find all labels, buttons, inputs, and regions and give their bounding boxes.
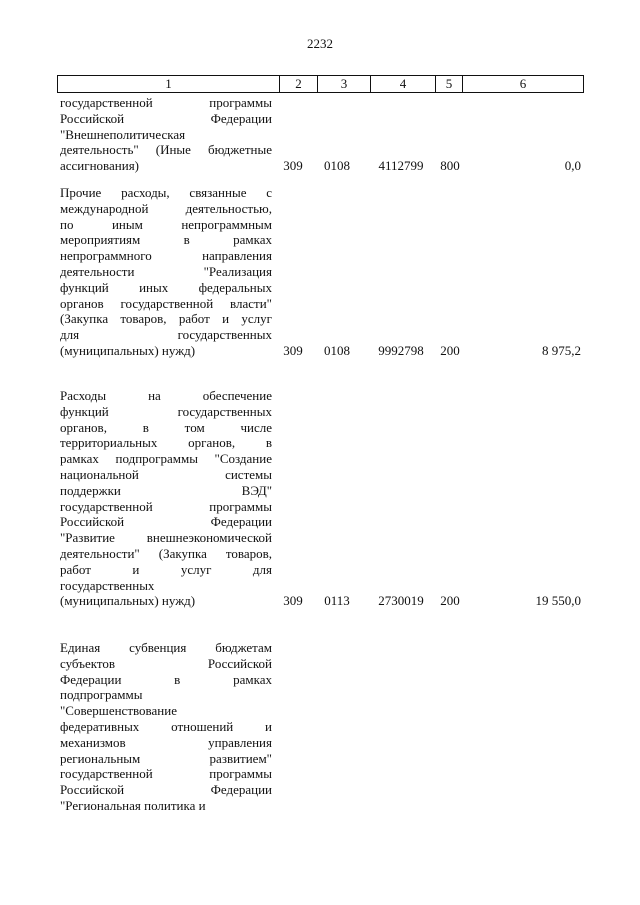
row-description [60,388,272,609]
description-line: механизмов управления [60,734,272,750]
description-line: Прочие расходы, связанные с [60,185,272,200]
cell-c2: 309 [283,593,303,609]
cell-c6: 19 550,0 [535,593,581,609]
row-description [60,640,272,814]
description-line: "Совершенствование [60,703,177,719]
description-line: (Закупка товаров, работ и услуг [60,311,272,327]
description-line: функций государственных [60,403,272,419]
cell-c3: 0108 [324,158,350,174]
cell-c2: 309 [283,158,303,174]
header-col-5: 5 [436,76,463,93]
description-line: Российской Федерации [60,514,272,530]
description-line: (муниципальных) нужд) [60,593,196,609]
description-line: Единая субвенция бюджетам [60,640,272,655]
description-line: территориальных органов, в [60,435,272,451]
header-col-3: 3 [318,76,371,93]
cell-c4: 2730019 [378,593,424,609]
description-line: региональным развитием" [60,750,272,766]
cell-c6: 8 975,2 [542,343,581,358]
description-line: государственной программы [60,95,272,110]
table-header [57,75,584,93]
header-col-1: 1 [58,76,280,93]
cell-c3: 0113 [324,593,350,609]
description-line: функций иных федеральных [60,279,272,295]
description-line: международной деятельностью, [60,200,272,216]
row-description [60,185,272,359]
description-line: Расходы на обеспечение [60,388,272,403]
cell-c6: 0,0 [564,158,581,174]
cell-c4: 9992798 [378,343,424,358]
description-line: рамках подпрограммы "Создание [60,451,272,467]
description-line: национальной системы [60,466,272,482]
header-col-6: 6 [463,76,584,93]
description-line: Российской Федерации [60,110,272,126]
description-line: деятельности "Реализация [60,263,272,279]
description-line: мероприятиям в рамках [60,232,272,248]
header-col-2: 2 [280,76,318,93]
description-line: поддержки ВЭД" [60,482,272,498]
description-line: субъектов Российской [60,655,272,671]
description-line: "Региональная политика и [60,797,206,813]
description-line: органов, в том числе [60,419,272,435]
description-line: Российской Федерации [60,782,272,798]
cell-c4: 4112799 [378,158,424,174]
description-line: "Развитие внешнеэкономической [60,530,272,546]
description-line: деятельность" (Иные бюджетные [60,142,272,158]
description-line: государственной программы [60,498,272,514]
description-line: государственной программы [60,766,272,782]
page-number: 2232 [307,36,333,51]
description-line: федеративных отношений и [60,718,272,734]
description-line: государственных [60,577,155,593]
description-line: по иным непрограммным [60,216,272,232]
cell-c3: 0108 [324,343,350,358]
description-line: работ и услуг для [60,561,272,577]
description-line: деятельности" (Закупка товаров, [60,545,272,561]
cell-c5: 200 [440,593,460,609]
description-line: для государственных [60,327,272,343]
description-line: ассигнования) [60,158,140,174]
description-line: Федерации в рамках [60,671,272,687]
header-col-4: 4 [371,76,436,93]
description-line: (муниципальных) нужд) [60,342,196,358]
description-line: "Внешнеполитическая [60,126,186,142]
cell-c5: 200 [440,343,460,358]
description-line: непрограммного направления [60,248,272,264]
cell-c5: 800 [440,158,460,174]
cell-c2: 309 [283,343,303,358]
description-line: подпрограммы [60,687,143,703]
description-line: органов государственной власти" [60,295,272,311]
row-description [60,95,272,174]
